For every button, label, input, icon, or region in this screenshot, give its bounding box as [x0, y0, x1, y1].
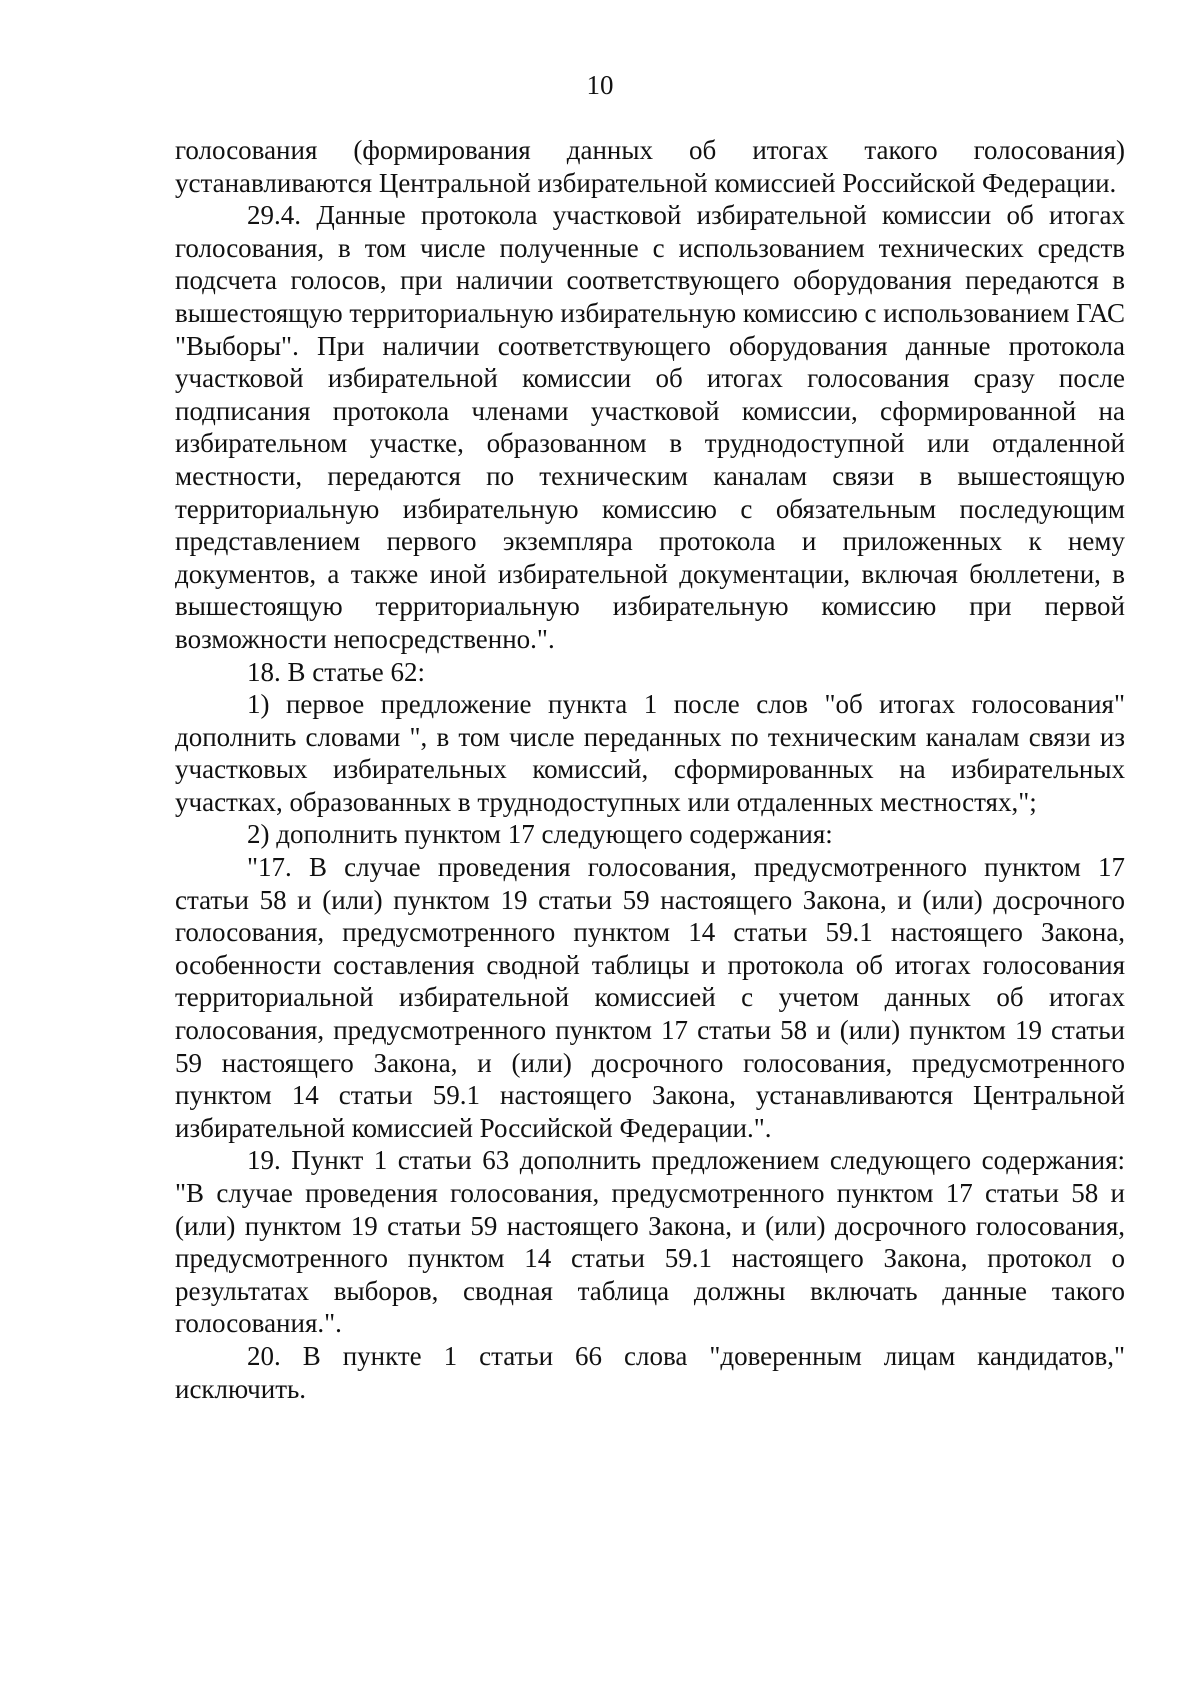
paragraph-item-20: 20. В пункте 1 статьи 66 слова "доверенным лицам кандидатов," исключить.	[175, 1340, 1125, 1404]
paragraph-continuation: голосования (формирования данных об итогах такого голосования) устанавливаются Центральной избирательной комиссией Российской Федерации.	[175, 135, 1125, 198]
page-number: 10	[586, 70, 614, 100]
paragraph-29-4: 29.4. Данные протокола участковой избирательной комиссии об итогах голосования, в том числе полученные с использованием технических средств подсчета голосов, при наличии соответствующего оборудования передаются в вышестоящую территориальную избирательную комиссию с использованием ГАС "Выборы". При наличии соответствующего оборудования данные протокола участковой избирательной комиссии об итогах голосования сразу после подписания протокола членами участковой комиссии, сформированной на избирательном участке, образованном в труднодоступной или отдаленной местности, передаются по техническим каналам связи в вышестоящую территориальную избирательную комиссию с обязательным последующим представлением первого экземпляра протокола и приложенных к нему документов, а также иной избирательной документации, включая бюллетени, в вышестоящую территориальную избирательную комиссию при первой возможности непосредственно.".	[175, 200, 1125, 654]
paragraph-item-19: 19. Пункт 1 статьи 63 дополнить предложением следующего содержания: "В случае проведения голосования, предусмотренного пунктом 17 статьи 58 и (или) пунктом 19 статьи 59 настоящего Закона, и (или) досрочного голосования, предусмотренного пунктом 14 статьи 59.1 настоящего Закона, протокол о результатах выборов, сводная таблица должны включать данные такого голосования.".	[175, 1145, 1125, 1339]
document-body	[175, 134, 1125, 1405]
paragraph-subitem-2: 2) дополнить пунктом 17 следующего содержания:	[247, 819, 833, 850]
paragraph-point-17: "17. В случае проведения голосования, предусмотренного пунктом 17 статьи 58 и (или) пунктом 19 статьи 59 настоящего Закона, и (или) досрочного голосования, предусмотренного пунктом 14 статьи 59.1 настоящего Закона, особенности составления сводной таблицы и протокола об итогах голосования территориальной избирательной комиссией с учетом данных об итогах голосования, предусмотренного пунктом 17 статьи 58 и (или) пунктом 19 статьи 59 настоящего Закона, и (или) досрочного голосования, предусмотренного пунктом 14 статьи 59.1 настоящего Закона, устанавливаются Центральной избирательной комиссией Российской Федерации.".	[175, 852, 1125, 1143]
paragraph-item-18: 18. В статье 62:	[247, 656, 426, 687]
paragraph-subitem-1: 1) первое предложение пункта 1 после слов "об итогах голосования" дополнить словами ", в том числе переданных по техническим каналам связи из участковых избирательных комиссий, сформированных на избирательных участках, образованных в труднодоступных или отдаленных местностях,";	[175, 689, 1125, 817]
